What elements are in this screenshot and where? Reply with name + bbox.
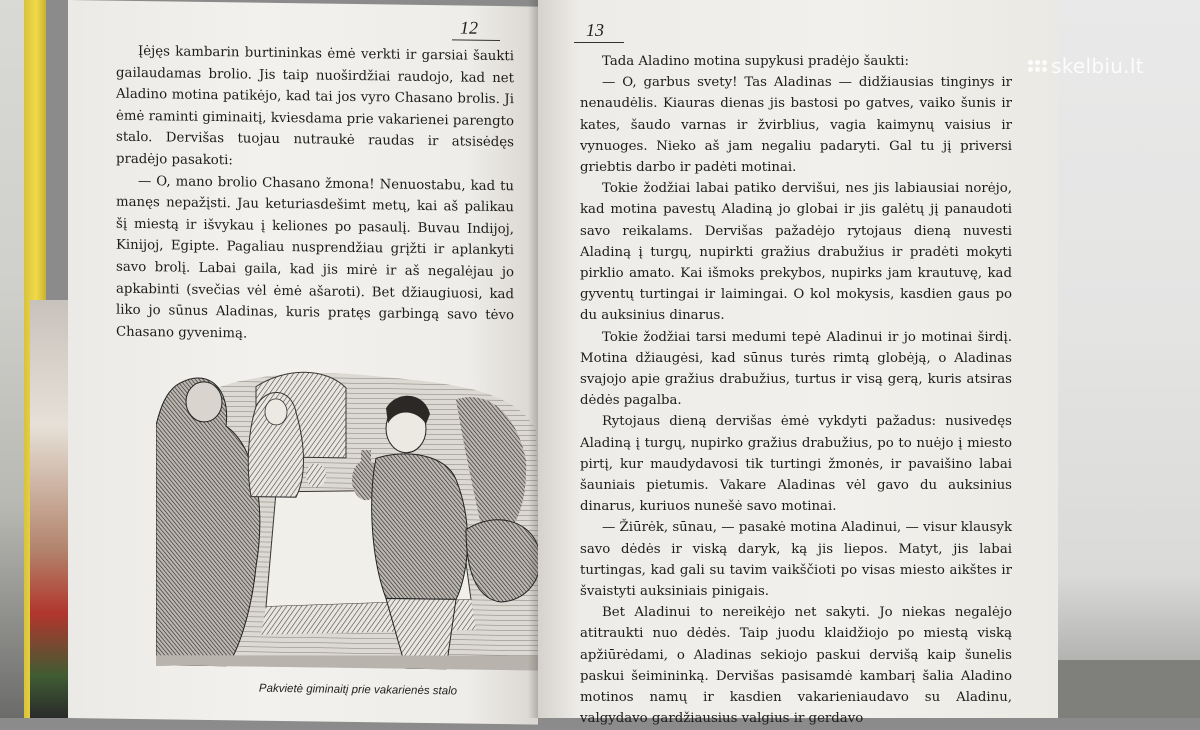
left-page-number: 12: [460, 17, 500, 41]
paragraph: Tokie žodžiai labai patiko dervišui, nes jis labiausiai norėjo, kad motina pavestų Aladiną jo globai ir jis galėtų jį panaudoti savo reikalams. Dervišas pažadėjo rytojaus dieną nuvesti Aladiną į turgų, nupirkti gražius drabužius ir pradėti mokyti pirklio amato. Kai išmoks prekybos, nupirks jam krautuvę, kad gyventų turtingai ir laimingai. O kol mokysis, kasdien gaus po du auksinius dinarus.: [580, 181, 1012, 324]
right-page: [538, 0, 1058, 727]
illustration-caption: Pakvietė giminaitį prie vakarienės stalo: [258, 682, 458, 698]
paragraph: — O, garbus svety! Tas Aladinas — didžiausias tinginys ir nenaudėlis. Kiauras dienas jis bastosi po gatves, vaiko šunis ir kates, šaudo varnas ir žvirblius, vagia kaimynų vaisius ir vynuoges. Nieko aš jam negaliu padaryti. Gal tu jį priversi griebtis darbo ir padėti motinai.: [580, 75, 1012, 176]
right-page-number: 13: [586, 20, 624, 43]
paragraph: Rytojaus dieną dervišas ėmė vykdyti pažadus: nusivedęs Aladiną į turgų, nupirko gražius drabužius, po to nuėjo į miesto pirtį, kur maudydavosi tik turtingi žmonės, ir pavaišino labai šauniais pietumis. Vakare Aladinas vėl gavo du auksinius dinarus, kuriuos nunešė savo motinai.: [580, 414, 1012, 515]
paragraph: Įėjęs kambarin burtininkas ėmė verkti ir garsiai šaukti gailaudamas brolio. Jis taip nuoširdžiai raudojo, kad net Aladino motina patikėjo, kad tai jos vyro Chasano brolis. Ji ėmė raminti giminaitį, kviesdama prie vakarienei parengto stalo. Dervišas tuojau nutraukė raudas ir atsisėdęs pradėjo pasakoti:: [116, 43, 514, 169]
watermark-text: skelbiu.lt: [1051, 54, 1144, 78]
dots-logo-icon: [1028, 60, 1047, 72]
watermark: [1028, 54, 1144, 78]
paragraph: Tada Aladino motina supykusi pradėjo šaukti:: [602, 54, 910, 69]
left-page: [68, 0, 538, 725]
left-page-text: [116, 41, 514, 349]
engraving-icon: [156, 365, 542, 670]
background-right: [1040, 0, 1200, 718]
right-page-text: [580, 51, 1012, 730]
paragraph: Tokie žodžiai tarsi medumi tepė Aladinui ir jo motinai širdį. Motina džiaugėsi, kad sūnus turės rimtą globėją, o Aladinas svajojo apie gražius drabužius, turtus ir visą gerą, kuris atsiras dėdės pagalba.: [580, 329, 1012, 409]
paragraph: — O, mano brolio Chasano žmona! Nenuostabu, kad tu manęs nepažįsti. Jau keturiasdešimt metų, kai aš palikau šį miestą ir išvykau į keliones po pasaulį. Buvau Indijoj, Kinijoj, Egipte. Pagaliau nusprendžiau grįžti ir aplankyti savo brolį. Labai gaila, kad jis mirė ir aš negalėjau jo apkabinti (svečias vėl ėmė ašaroti). Bet džiaugiuosi, kad liko jo sūnus Aladinas, kuris pratęs garbingą savo tėvo Chasano gyvenimą.: [116, 173, 514, 342]
paragraph: Bet Aladinui to nereikėjo net sakyti. Jo niekas negalėjo atitraukti nuo dėdės. Taip juodu klaidžiojo po miestą viską apžiūrėdami, o Aladinas sekiojo paskui dervišą kaip šunelis paskui šeimininką. Dervišas pasisamdė kambarį šalia Aladino motinos namų ir kasdien vakarieniaudavo su Aladinu, valgydavo gardžiausius valgius ir gerdavo: [580, 605, 1012, 727]
book-cover-art: [30, 300, 70, 718]
paragraph: — Žiūrėk, sūnau, — pasakė motina Aladinui, — visur klausyk savo dėdės ir viską daryk, ką jis liepos. Matyt, jis labai turtingas, kad gali su tavim vaikščioti po visas miesto aikštes ir švaistyti auksiniais pinigais.: [580, 520, 1012, 600]
